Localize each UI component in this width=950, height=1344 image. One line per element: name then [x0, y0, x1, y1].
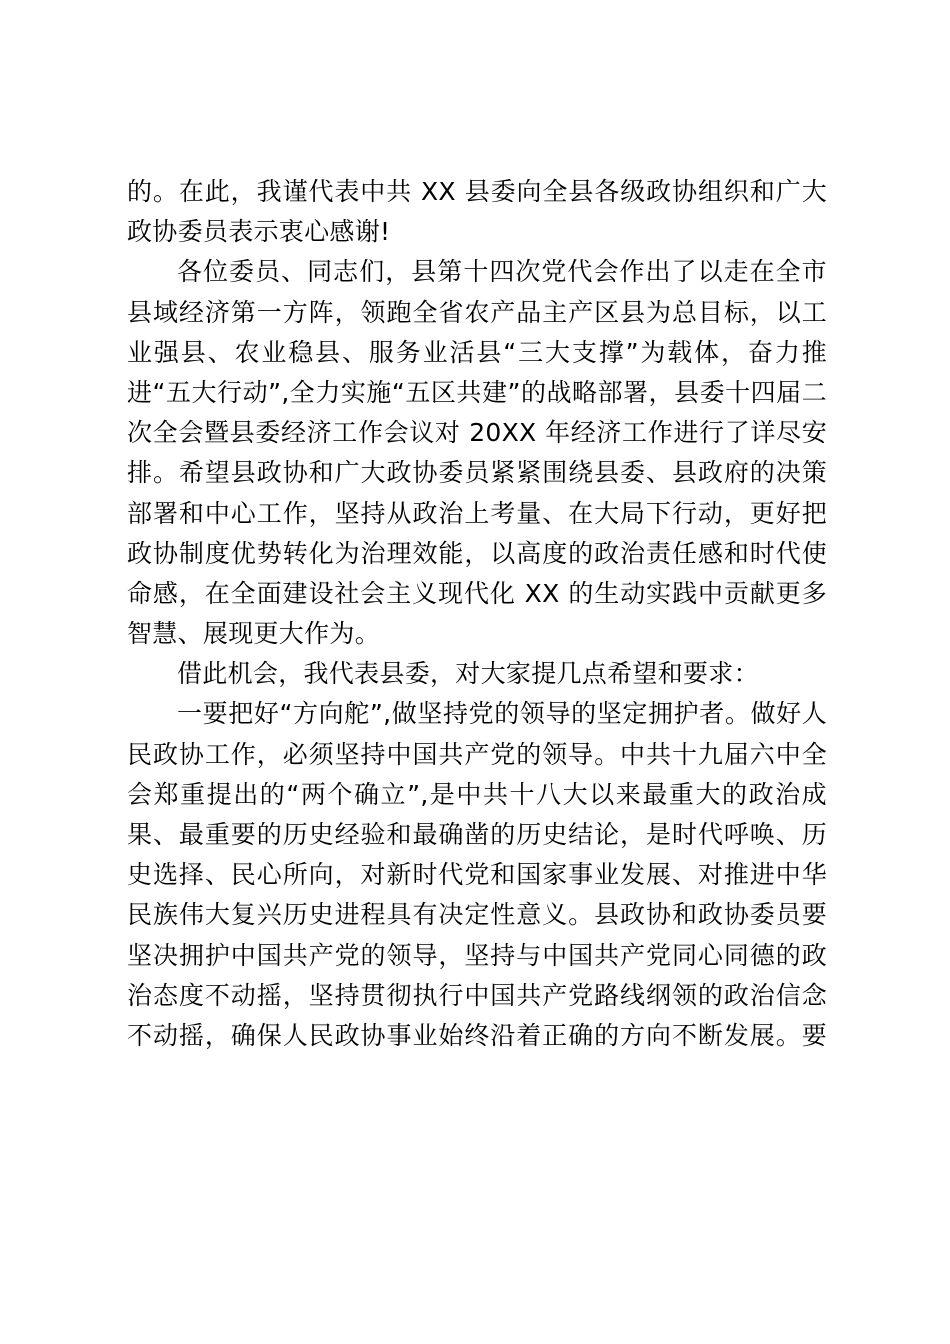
text-line: 次全会暨县委经济工作会议对 20XX 年经济工作进行了详尽安 [127, 418, 827, 448]
text-line: 会郑重提出的“两个确立”,是中共十八大以来最重大的政治成 [127, 779, 827, 809]
text-line: 一要把好“方向舵”,做坚持党的领导的坚定拥护者。做好人 [177, 699, 827, 729]
text-line: 政协制度优势转化为治理效能，以高度的政治责任感和时代使 [127, 538, 827, 568]
text-line: 排。希望县政协和广大政协委员紧紧围绕县委、县政府的决策 [127, 458, 827, 488]
text-line: 史选择、民心所向，对新时代党和国家事业发展、对推进中华 [127, 860, 827, 890]
text-line: 各位委员、同志们，县第十四次党代会作出了以走在全市 [177, 257, 827, 287]
text-line: 民族伟大复兴历史进程具有决定性意义。县政协和政协委员要 [127, 900, 827, 930]
text-line: 治态度不动摇，坚持贯彻执行中国共产党路线纲领的政治信念 [127, 980, 827, 1010]
text-line: 智慧、展现更大作为。 [127, 619, 381, 649]
text-line: 的。在此，我谨代表中共 XX 县委向全县各级政协组织和广大 [127, 177, 827, 206]
text-line: 政协委员表示衷心感谢! [127, 217, 391, 247]
text-line: 果、最重要的历史经验和最确凿的历史结论，是时代呼唤、历 [127, 820, 827, 849]
text-line: 县域经济第一方阵，领跑全省农产品主产区县为总目标，以工 [127, 297, 827, 327]
text-line: 部署和中心工作，坚持从政治上考量、在大局下行动，更好把 [127, 498, 827, 528]
text-line: 借此机会，我代表县委，对大家提几点希望和要求： [177, 659, 759, 689]
document-body [127, 172, 827, 1056]
text-line: 业强县、农业稳县、服务业活县“三大支撑”为载体，奋力推 [127, 337, 827, 367]
text-line: 命感，在全面建设社会主义现代化 XX 的生动实践中贡献更多 [127, 578, 827, 608]
text-line: 不动摇，确保人民政协事业始终沿着正确的方向不断发展。要 [127, 1020, 827, 1050]
text-line: 进“五大行动”,全力实施“五区共建”的战略部署，县委十四届二 [127, 377, 827, 407]
text-line: 民政协工作，必须坚持中国共产党的领导。中共十九届六中全 [127, 739, 827, 769]
text-line: 坚决拥护中国共产党的领导，坚持与中国共产党同心同德的政 [127, 940, 827, 970]
